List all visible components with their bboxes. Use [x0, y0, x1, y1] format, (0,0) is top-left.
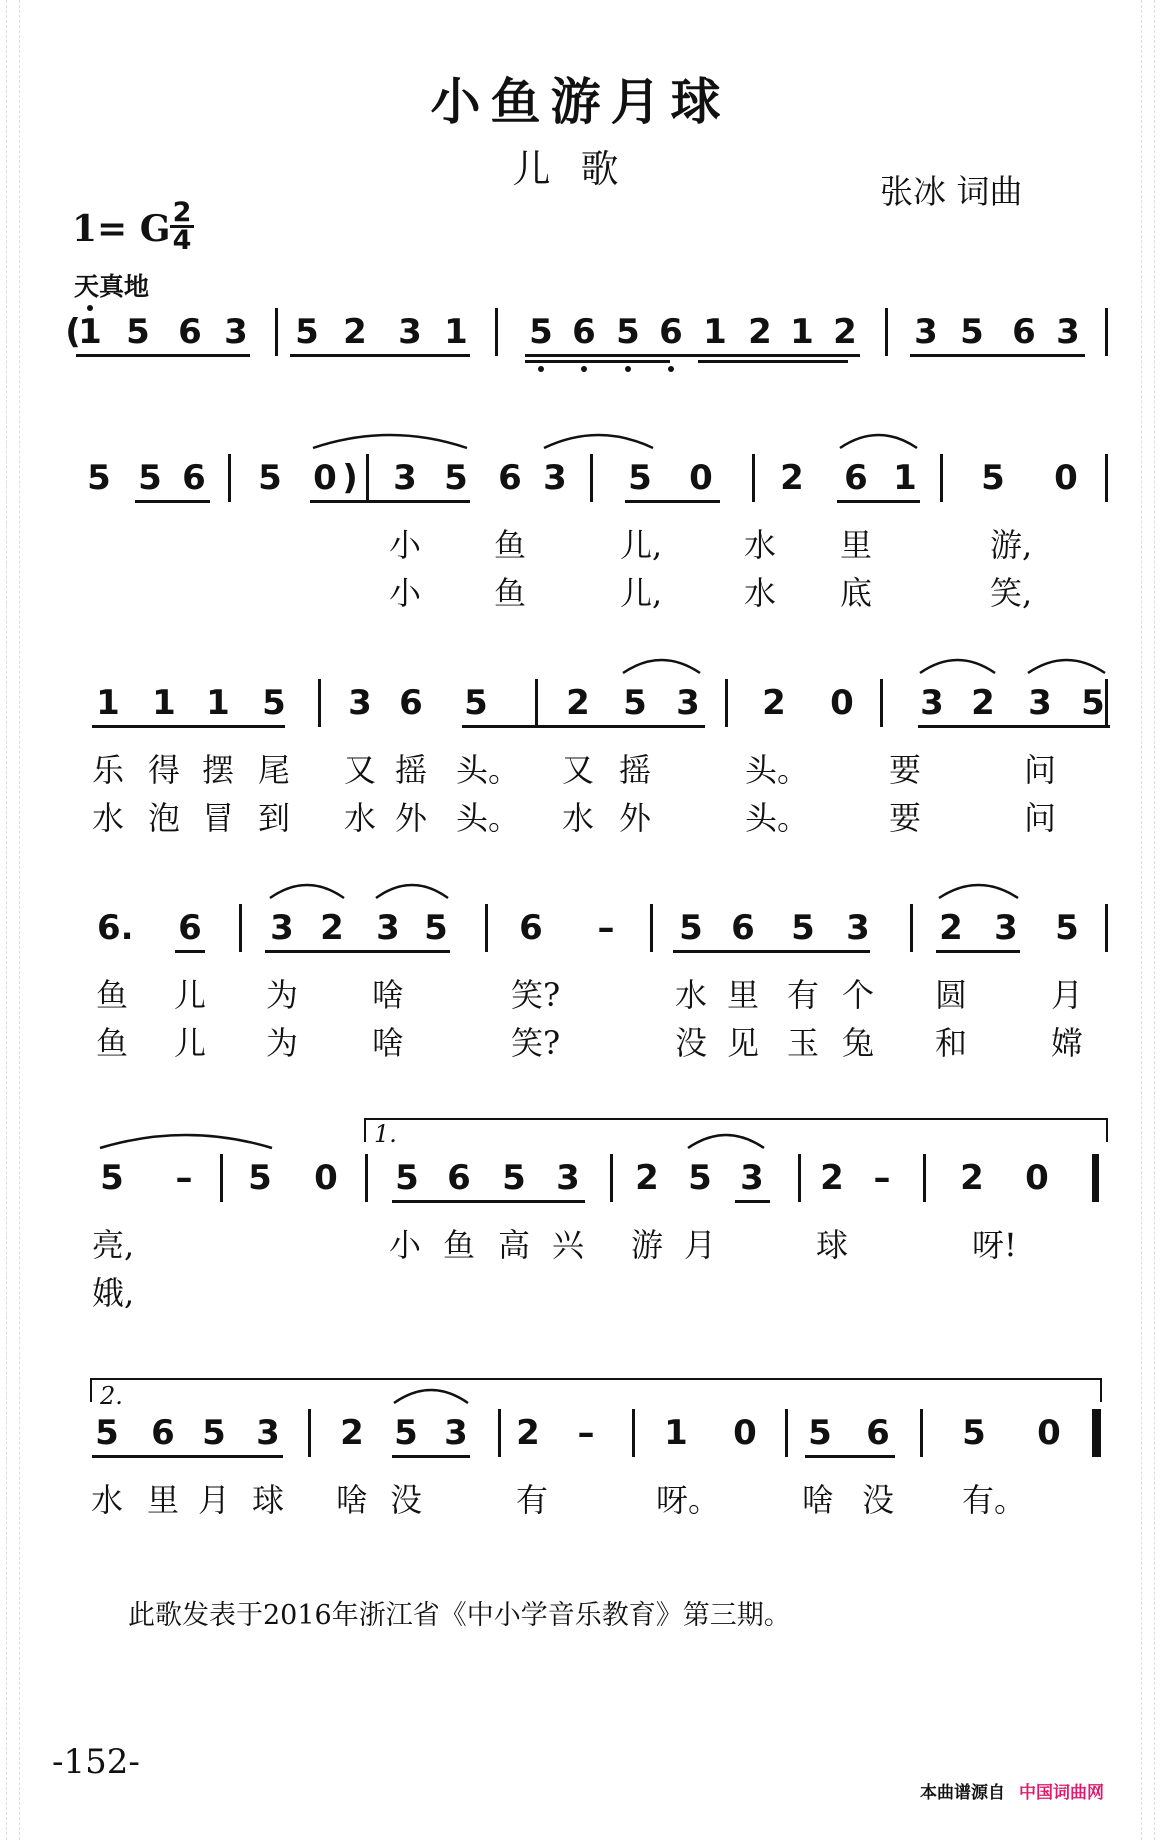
note: 1: [790, 312, 814, 352]
note: 0: [313, 458, 337, 498]
note: 1: [206, 683, 230, 723]
note: 0: [689, 458, 713, 498]
lyric-verse1: 呀!: [972, 1226, 1017, 1264]
lyric-verse2: 底: [839, 574, 872, 612]
lyric-verse1: 鱼: [95, 976, 128, 1014]
slur-arc: [544, 435, 653, 448]
lyric-verse1: 亮,: [92, 1226, 135, 1264]
note: 2: [762, 683, 786, 723]
note: 2: [939, 908, 963, 948]
note: 3: [444, 1413, 468, 1453]
slur-arc: [394, 1390, 468, 1403]
lyric-verse1: 兴: [551, 1226, 584, 1264]
note: 6: [498, 458, 522, 498]
lyric-verse2: 要: [888, 799, 921, 837]
note: 1: [152, 683, 176, 723]
note: 1: [78, 312, 102, 352]
time-signature-numerator: 2: [170, 200, 194, 228]
lyric-verse1: 月: [197, 1481, 230, 1519]
note: 5: [502, 1158, 526, 1198]
note: 0: [830, 683, 854, 723]
lyric-verse1: 月: [683, 1226, 716, 1264]
source-label: 本曲谱源自: [920, 1783, 1005, 1803]
lyric-verse2: 到: [257, 799, 290, 837]
note: 0: [1054, 458, 1078, 498]
note: 2: [780, 458, 804, 498]
note: 5: [258, 458, 282, 498]
lyric-verse1: 个: [841, 976, 874, 1014]
note: –: [873, 1158, 891, 1198]
lyric-verse2: 水: [343, 799, 376, 837]
lyric-verse1: 里: [726, 976, 759, 1014]
note: 6: [1012, 312, 1036, 352]
note: 6: [151, 1413, 175, 1453]
lyric-verse1: 鱼: [493, 526, 526, 564]
note: 3: [376, 908, 400, 948]
note: 5: [95, 1413, 119, 1453]
lyric-verse2: 儿: [173, 1024, 206, 1062]
lyric-verse2: 啥: [371, 1024, 404, 1062]
lyric-verse2: 头。: [456, 799, 521, 837]
slur-arc: [688, 1135, 764, 1148]
note: 3: [846, 908, 870, 948]
note: 2: [343, 312, 367, 352]
note: 2: [971, 683, 995, 723]
note: 5: [248, 1158, 272, 1198]
composer-credit: 张冰 词曲: [880, 172, 1023, 211]
note: 5: [394, 1413, 418, 1453]
note: 5: [791, 908, 815, 948]
lyric-verse1: 圆: [934, 976, 967, 1014]
note: 5: [295, 312, 319, 352]
source-credit: [920, 1778, 1104, 1803]
note: 3: [224, 312, 248, 352]
note: 0: [314, 1158, 338, 1198]
lyric-verse1: 游: [630, 1226, 663, 1264]
lyric-verse1: 水: [674, 976, 707, 1014]
lyric-verse2: 冒: [201, 799, 234, 837]
lyric-verse1: 有。: [962, 1481, 1027, 1519]
lyric-verse2: 水: [561, 799, 594, 837]
lyric-verse2: 笑,: [990, 574, 1033, 612]
note: 0: [1037, 1413, 1061, 1453]
note: 3: [348, 683, 372, 723]
note: 3: [676, 683, 700, 723]
note: 3: [920, 683, 944, 723]
note: 5: [1055, 908, 1079, 948]
lyric-verse2: 儿,: [620, 574, 663, 612]
time-signature-denominator: 4: [172, 225, 192, 256]
lyric-verse1: 为: [265, 976, 298, 1014]
note: 6: [844, 458, 868, 498]
volta-number-2: 2.: [100, 1382, 123, 1410]
note: 1: [664, 1413, 688, 1453]
lyric-verse2: 为: [265, 1024, 298, 1062]
lyric-verse1: 呀。: [656, 1481, 721, 1519]
note: 6: [178, 312, 202, 352]
lyric-verse1: 摇: [618, 751, 651, 789]
lyric-verse2: 和: [934, 1024, 967, 1062]
lyric-verse1: 高: [497, 1226, 530, 1264]
note: 2: [320, 908, 344, 948]
lyric-verse1: 摇: [394, 751, 427, 789]
lyric-verse2: 笑?: [511, 1024, 561, 1062]
note: 2: [960, 1158, 984, 1198]
lyric-verse1: 乐: [91, 751, 124, 789]
note: 5: [1081, 683, 1105, 723]
lyric-verse1: 有: [786, 976, 819, 1014]
note: 2: [340, 1413, 364, 1453]
note: –: [577, 1413, 595, 1453]
lyric-verse2: 泡: [147, 799, 180, 837]
page-number: -152-: [52, 1742, 140, 1782]
slur-arc: [313, 435, 467, 448]
note: 5: [395, 1158, 419, 1198]
lyric-verse1: 又: [561, 751, 594, 789]
lyric-verse1: 啥: [335, 1481, 368, 1519]
lyric-verse1: 头。: [745, 751, 810, 789]
note: 1: [96, 683, 120, 723]
lyric-verse2: 头。: [745, 799, 810, 837]
note: 5: [100, 1158, 124, 1198]
note: 5: [529, 312, 553, 352]
lyric-verse2: 见: [726, 1024, 759, 1062]
note: 5: [962, 1413, 986, 1453]
note: 6: [866, 1413, 890, 1453]
note: –: [597, 908, 615, 948]
lyric-verse1: 里: [839, 526, 872, 564]
note: 6.: [97, 908, 134, 948]
lyric-verse1: 尾: [257, 751, 290, 789]
note: 5: [138, 458, 162, 498]
note: 5: [126, 312, 150, 352]
note: 3: [256, 1413, 280, 1453]
note: 5: [616, 312, 640, 352]
lyric-verse1: 游,: [990, 526, 1033, 564]
note: 3: [740, 1158, 764, 1198]
lyric-verse1: 啥: [371, 976, 404, 1014]
source-site: 中国词曲网: [1019, 1783, 1104, 1803]
note: 2: [516, 1413, 540, 1453]
note: 2: [833, 312, 857, 352]
lyric-verse1: 球: [251, 1481, 284, 1519]
slur-arc: [376, 885, 448, 898]
note: 5: [808, 1413, 832, 1453]
slur-arc: [1028, 660, 1105, 673]
note: 2: [566, 683, 590, 723]
slur-arc: [623, 660, 700, 673]
lyric-verse1: 没: [861, 1481, 894, 1519]
lyric-verse1: 要: [888, 751, 921, 789]
lyric-verse2: 小: [388, 574, 421, 612]
lyric-verse2: 没: [674, 1024, 707, 1062]
lyric-verse1: 又: [343, 751, 376, 789]
lyric-verse2: 鱼: [493, 574, 526, 612]
note: 1: [703, 312, 727, 352]
note: 0: [1025, 1158, 1049, 1198]
note: 5: [960, 312, 984, 352]
note: 3: [393, 458, 417, 498]
note: 5: [424, 908, 448, 948]
lyric-verse2: 鱼: [95, 1024, 128, 1062]
lyric-verse1: 摆: [201, 751, 234, 789]
note: 2: [748, 312, 772, 352]
note: 5: [981, 458, 1005, 498]
note: 3: [994, 908, 1018, 948]
lyric-verse1: 里: [146, 1481, 179, 1519]
lyric-verse2: 问: [1023, 799, 1056, 837]
lyric-verse2: 水: [91, 799, 124, 837]
lyric-verse2: 水: [743, 574, 776, 612]
lyric-verse2: 外: [618, 799, 651, 837]
note: 6: [178, 908, 202, 948]
note: 5: [679, 908, 703, 948]
note: 1: [893, 458, 917, 498]
note: 3: [1056, 312, 1080, 352]
song-title: 小鱼游月球: [430, 72, 731, 131]
close-paren: ): [342, 458, 358, 498]
lyric-verse1: 问: [1023, 751, 1056, 789]
volta-number-1: 1.: [374, 1120, 397, 1148]
note: 6: [519, 908, 543, 948]
lyric-verse1: 鱼: [442, 1226, 475, 1264]
lyric-verse1: 没: [389, 1481, 422, 1519]
slur-arc: [270, 885, 344, 898]
note: 3: [270, 908, 294, 948]
song-subtitle: 儿歌: [512, 147, 649, 191]
slur-arc: [920, 660, 995, 673]
note: 6: [182, 458, 206, 498]
note: 3: [398, 312, 422, 352]
lyric-verse1: 头。: [456, 751, 521, 789]
slur-arc: [100, 1135, 272, 1148]
lyric-verse1: 球: [815, 1226, 848, 1264]
lyric-verse1: 儿: [173, 976, 206, 1014]
lyric-verse1: 小: [388, 1226, 421, 1264]
note: 5: [628, 458, 652, 498]
lyric-verse2: 嫦: [1050, 1024, 1083, 1062]
note: 5: [444, 458, 468, 498]
lyric-verse2: 娥,: [92, 1274, 135, 1312]
lyric-verse1: 啥: [801, 1481, 834, 1519]
note: 3: [556, 1158, 580, 1198]
lyric-verse1: 得: [147, 751, 180, 789]
slur-arc: [939, 885, 1018, 898]
lyric-verse1: 水: [743, 526, 776, 564]
note: 5: [87, 458, 111, 498]
note: 6: [572, 312, 596, 352]
note: 3: [543, 458, 567, 498]
note: 2: [820, 1158, 844, 1198]
note: 6: [447, 1158, 471, 1198]
lyric-verse2: 兔: [841, 1024, 874, 1062]
note: 5: [262, 683, 286, 723]
slur-arc: [840, 435, 917, 448]
lyric-verse1: 小: [388, 526, 421, 564]
lyric-verse1: 儿,: [620, 526, 663, 564]
lyric-verse2: 外: [394, 799, 427, 837]
note: 6: [399, 683, 423, 723]
note: 3: [1028, 683, 1052, 723]
key-signature: 1= G: [72, 208, 171, 250]
note: 2: [635, 1158, 659, 1198]
note: 5: [464, 683, 488, 723]
tempo-marking: 天真地: [74, 272, 150, 301]
lyric-verse2: 玉: [786, 1024, 819, 1062]
lyric-verse1: 月: [1050, 976, 1083, 1014]
note: 1: [444, 312, 468, 352]
lyric-verse1: 水: [90, 1481, 123, 1519]
note: 5: [688, 1158, 712, 1198]
note: –: [175, 1158, 193, 1198]
note: 0: [733, 1413, 757, 1453]
note: 6: [731, 908, 755, 948]
open-paren: (: [65, 312, 81, 352]
note: 6: [659, 312, 683, 352]
lyric-verse1: 有: [515, 1481, 548, 1519]
publication-note: 此歌发表于2016年浙江省《中小学音乐教育》第三期。: [128, 1600, 791, 1631]
note: 5: [623, 683, 647, 723]
note: 5: [202, 1413, 226, 1453]
note: 3: [914, 312, 938, 352]
lyric-verse1: 笑?: [511, 976, 561, 1014]
